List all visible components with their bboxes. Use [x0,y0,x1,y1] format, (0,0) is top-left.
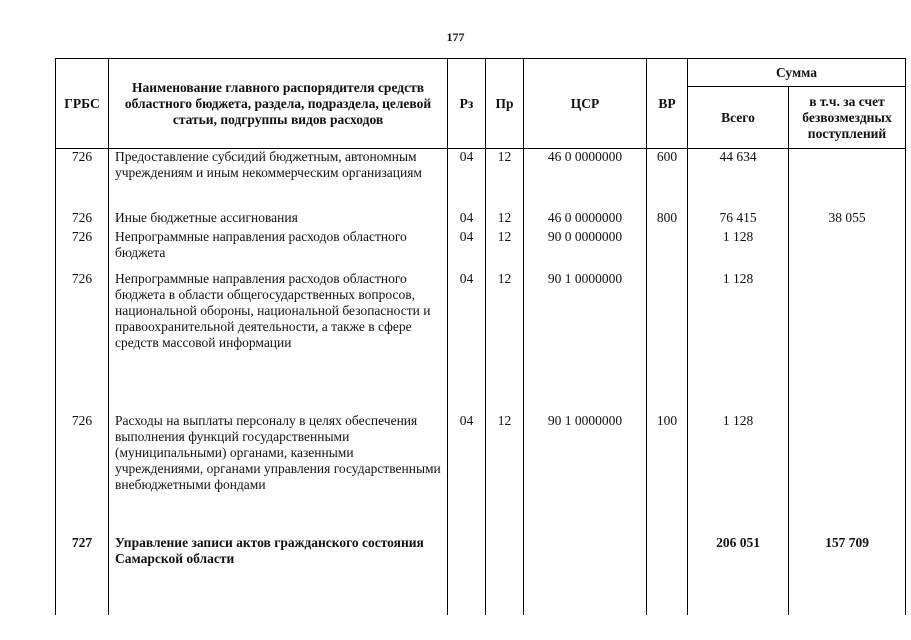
cell-csr: 90 1 0000000 [524,271,647,413]
cell-rz: 04 [448,149,486,210]
cell-grbs: 726 [56,413,109,535]
cell-csr: 90 1 0000000 [524,413,647,535]
cell-vr: 100 [647,413,688,535]
cell-name: Управление записи актов гражданского состояния Самарской области [109,535,448,615]
cell-grbs: 726 [56,210,109,229]
budget-table [55,58,906,615]
cell-rz: 04 [448,229,486,271]
cell-grbs: 726 [56,149,109,210]
cell-pr: 12 [486,229,524,271]
cell-name: Расходы на выплаты персоналу в целях обеспечения выполнения функций государственными (муниципальными) органами, казенными учреждениями, органами управления государственными внебюджетными фондами [109,413,448,535]
table-row [56,271,906,413]
cell-csr: 46 0 0000000 [524,210,647,229]
cell-grbs: 726 [56,229,109,271]
cell-gratuitous [789,149,906,210]
cell-gratuitous [789,229,906,271]
cell-rz: 04 [448,271,486,413]
cell-grbs: 726 [56,271,109,413]
cell-pr: 12 [486,210,524,229]
header-vr: ВР [647,59,688,149]
cell-total: 76 415 [688,210,789,229]
header-rz: Рз [448,59,486,149]
cell-vr: 600 [647,149,688,210]
cell-pr [486,535,524,615]
header-gratuitous: в т.ч. за счет безвозмездных поступлений [789,87,906,149]
cell-gratuitous [789,271,906,413]
header-pr: Пр [486,59,524,149]
cell-pr: 12 [486,271,524,413]
cell-total: 206 051 [688,535,789,615]
cell-name: Непрограммные направления расходов областного бюджета [109,229,448,271]
cell-vr [647,271,688,413]
cell-total: 44 634 [688,149,789,210]
table-body [56,149,906,615]
table-header [56,59,906,149]
cell-total: 1 128 [688,229,789,271]
table-row [56,413,906,535]
cell-gratuitous: 157 709 [789,535,906,615]
table-row [56,210,906,229]
header-sum: Сумма [688,59,906,87]
cell-name: Непрограммные направления расходов областного бюджета в области общегосударственных вопросов, национальной обороны, национальной безопасности и правоохранительной деятельности, а также в сфере средств массовой информации [109,271,448,413]
cell-vr [647,229,688,271]
cell-rz: 04 [448,210,486,229]
table-row [56,229,906,271]
header-csr: ЦСР [524,59,647,149]
header-total: Всего [688,87,789,149]
table-row [56,149,906,210]
cell-total: 1 128 [688,413,789,535]
cell-csr: 46 0 0000000 [524,149,647,210]
cell-csr [524,535,647,615]
cell-rz [448,535,486,615]
page-number: 177 [446,30,465,44]
cell-gratuitous: 38 055 [789,210,906,229]
cell-pr: 12 [486,413,524,535]
cell-pr: 12 [486,149,524,210]
cell-gratuitous [789,413,906,535]
cell-name: Предоставление субсидий бюджетным, автономным учреждениям и иным некоммерческим организациям [109,149,448,210]
cell-total: 1 128 [688,271,789,413]
cell-name: Иные бюджетные ассигнования [109,210,448,229]
cell-grbs: 727 [56,535,109,615]
header-grbs: ГРБС [56,59,109,149]
cell-rz: 04 [448,413,486,535]
header-name: Наименование главного распорядителя средств областного бюджета, раздела, подраздела, целевой статьи, подгруппы видов расходов [109,59,448,149]
cell-vr [647,535,688,615]
cell-csr: 90 0 0000000 [524,229,647,271]
table-row [56,535,906,615]
cell-vr: 800 [647,210,688,229]
